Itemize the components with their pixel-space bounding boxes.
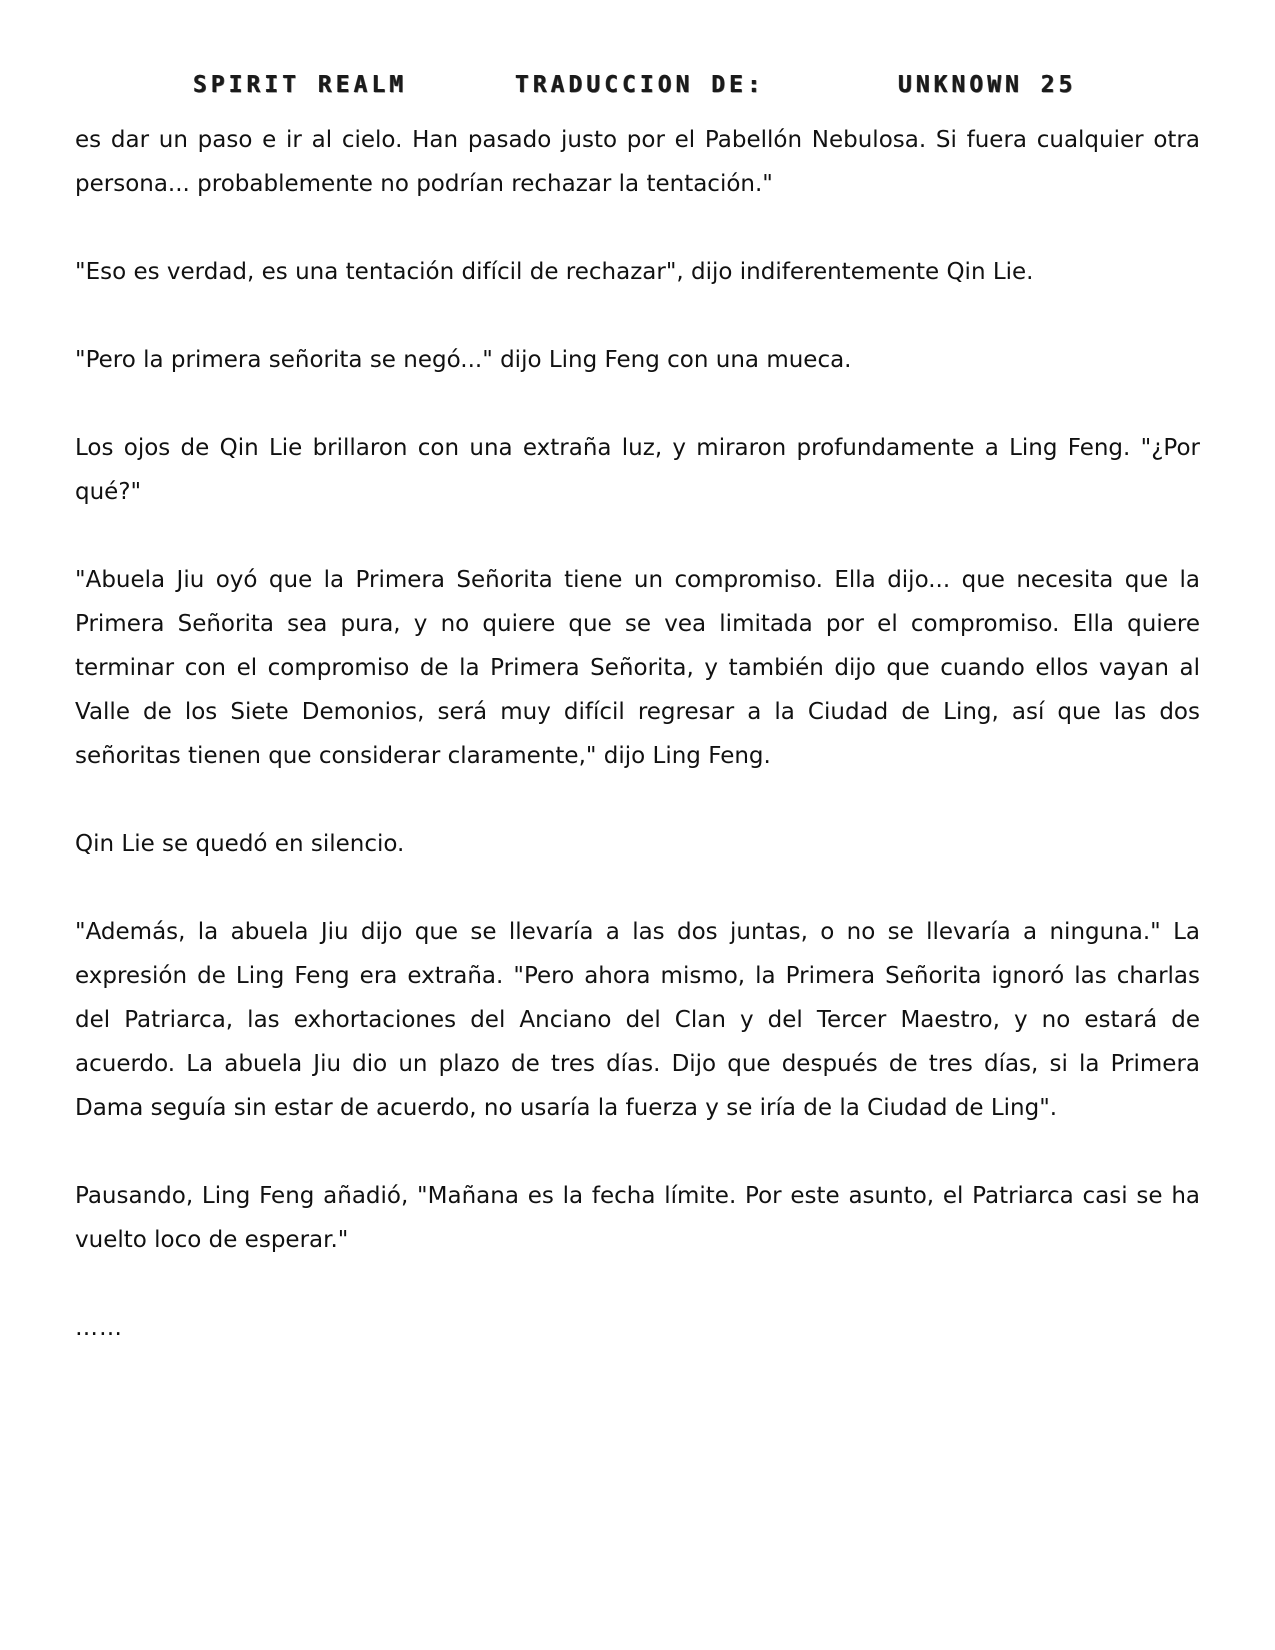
paragraph: Qin Lie se quedó en silencio.	[75, 831, 405, 857]
document-body	[75, 118, 1200, 1394]
paragraph: Los ojos de Qin Lie brillaron con una extraña luz, y miraron profundamente a Ling Feng. "¿Por qué?"	[75, 435, 1200, 505]
section-break: ……	[75, 1315, 123, 1341]
paragraph: "Abuela Jiu oyó que la Primera Señorita tiene un compromiso. Ella dijo... que necesita que la Primera Señorita sea pura, y no quiere que se vea limitada por el compromiso. Ella quiere terminar con el compromiso de la Primera Señorita, y también dijo que cuando ellos vayan al Valle de los Siete Demonios, será muy difícil regresar a la Ciudad de Ling, así que las dos señoritas tienen que considerar claramente," dijo Ling Feng.	[75, 567, 1200, 769]
page-header	[0, 66, 1275, 106]
paragraph: "Eso es verdad, es una tentación difícil de rechazar", dijo indiferentemente Qin Lie.	[75, 259, 1034, 285]
paragraph: es dar un paso e ir al cielo. Han pasado justo por el Pabellón Nebulosa. Si fuera cualquier otra persona... probablemente no podrían rechazar la tentación."	[75, 127, 1200, 197]
header-translation-label: TRADUCCION DE:	[515, 72, 765, 98]
header-translator: UNKNOWN 25	[898, 72, 1077, 98]
paragraph: "Pero la primera señorita se negó..." dijo Ling Feng con una mueca.	[75, 347, 852, 373]
header-title: SPIRIT REALM	[193, 72, 408, 98]
paragraph: Pausando, Ling Feng añadió, "Mañana es la fecha límite. Por este asunto, el Patriarca casi se ha vuelto loco de esperar."	[75, 1183, 1200, 1253]
paragraph: "Además, la abuela Jiu dijo que se llevaría a las dos juntas, o no se llevaría a ninguna." La expresión de Ling Feng era extraña. "Pero ahora mismo, la Primera Señorita ignoró las charlas del Patriarca, las exhortaciones del Anciano del Clan y del Tercer Maestro, y no estará de acuerdo. La abuela Jiu dio un plazo de tres días. Dijo que después de tres días, si la Primera Dama seguía sin estar de acuerdo, no usaría la fuerza y se iría de la Ciudad de Ling".	[75, 919, 1200, 1121]
